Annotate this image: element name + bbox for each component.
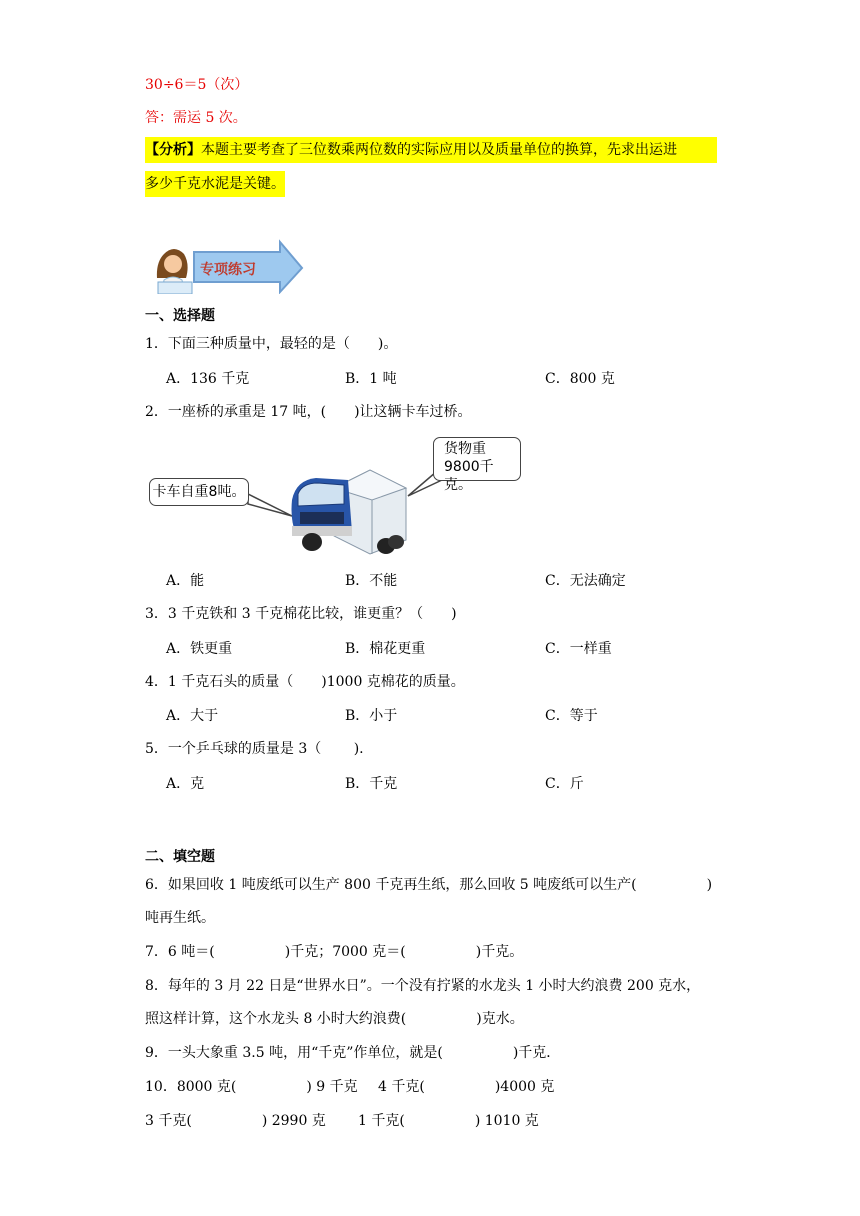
- analysis-tag: 【分析】: [145, 142, 201, 158]
- question-stem: 3．3 千克铁和 3 千克棉花比较，谁更重？（ ): [145, 606, 457, 622]
- option-a: A．克: [166, 776, 205, 792]
- option-c: C．斤: [545, 776, 584, 792]
- cargo-bubble-line-2: 9800千克。: [444, 459, 494, 493]
- option-a: A．大于: [166, 708, 219, 724]
- option-a: A．136 千克: [166, 371, 250, 387]
- question-8-line-1: 8．每年的 3 月 22 日是“世界水日”。一个没有拧紧的水龙头 1 小时大约浪费 200 克水，: [145, 978, 701, 994]
- option-b: B．千克: [345, 776, 398, 792]
- option-c: C．等于: [545, 708, 598, 724]
- option-b: B．不能: [345, 573, 398, 589]
- question-10-a: 10．8000 克( ) 9 千克: [145, 1079, 358, 1095]
- option-b: B．1 吨: [345, 371, 397, 387]
- option-c: C．无法确定: [545, 573, 626, 589]
- truck-weight-bubble: 卡车自重8吨。: [149, 478, 249, 506]
- question-7: 7．6 吨＝( )千克；7000 克＝( )千克。: [145, 944, 524, 960]
- section-title-fill: 二、填空题: [145, 849, 215, 865]
- question-stem: 2．一座桥的承重是 17 吨，( )让这辆卡车过桥。: [145, 404, 472, 420]
- analysis-text-1: 本题主要考查了三位数乘两位数的实际应用以及质量单位的换算，先求出运进: [201, 142, 677, 158]
- analysis-line-1: [145, 137, 717, 163]
- analysis-line-2: 多少千克水泥是关键。: [145, 171, 285, 197]
- practice-banner: [152, 238, 304, 294]
- option-b: B．小于: [345, 708, 398, 724]
- cargo-bubble-line-1: 货物重: [444, 441, 486, 457]
- question-8-line-2: 照这样计算，这个水龙头 8 小时大约浪费( )克水。: [145, 1011, 524, 1027]
- question-9: 9．一头大象重 3.5 吨，用“千克”作单位，就是( )千克．: [145, 1045, 561, 1061]
- question-stem: 5．一个乒乓球的质量是 3（ ).: [145, 741, 364, 757]
- truck-figure: [140, 430, 530, 555]
- question-10-c: 3 千克( ) 2990 克: [145, 1113, 326, 1129]
- question-6-line-2: 吨再生纸。: [145, 910, 215, 926]
- question-10-d: 1 千克( ) 1010 克: [358, 1113, 539, 1129]
- solution-calc: 30÷6＝5（次）: [145, 77, 249, 93]
- question-stem: 1．下面三种质量中，最轻的是（ )。: [145, 336, 398, 352]
- option-a: A．铁更重: [166, 641, 233, 657]
- question-6-line-1: 6．如果回收 1 吨废纸可以生产 800 千克再生纸，那么回收 5 吨废纸可以生产( ): [145, 877, 713, 893]
- option-c: C．一样重: [545, 641, 612, 657]
- option-c: C．800 克: [545, 371, 615, 387]
- question-stem: 4．1 千克石头的质量（ )1000 克棉花的质量。: [145, 674, 465, 690]
- option-b: B．棉花更重: [345, 641, 426, 657]
- question-10-b: 4 千克( )4000 克: [378, 1079, 555, 1095]
- option-a: A．能: [166, 573, 205, 589]
- banner-label: 专项练习: [200, 262, 256, 278]
- cargo-weight-bubble: [433, 437, 521, 493]
- solution-answer: 答：需运 5 次。: [145, 110, 247, 126]
- section-title-choice: 一、选择题: [145, 308, 215, 324]
